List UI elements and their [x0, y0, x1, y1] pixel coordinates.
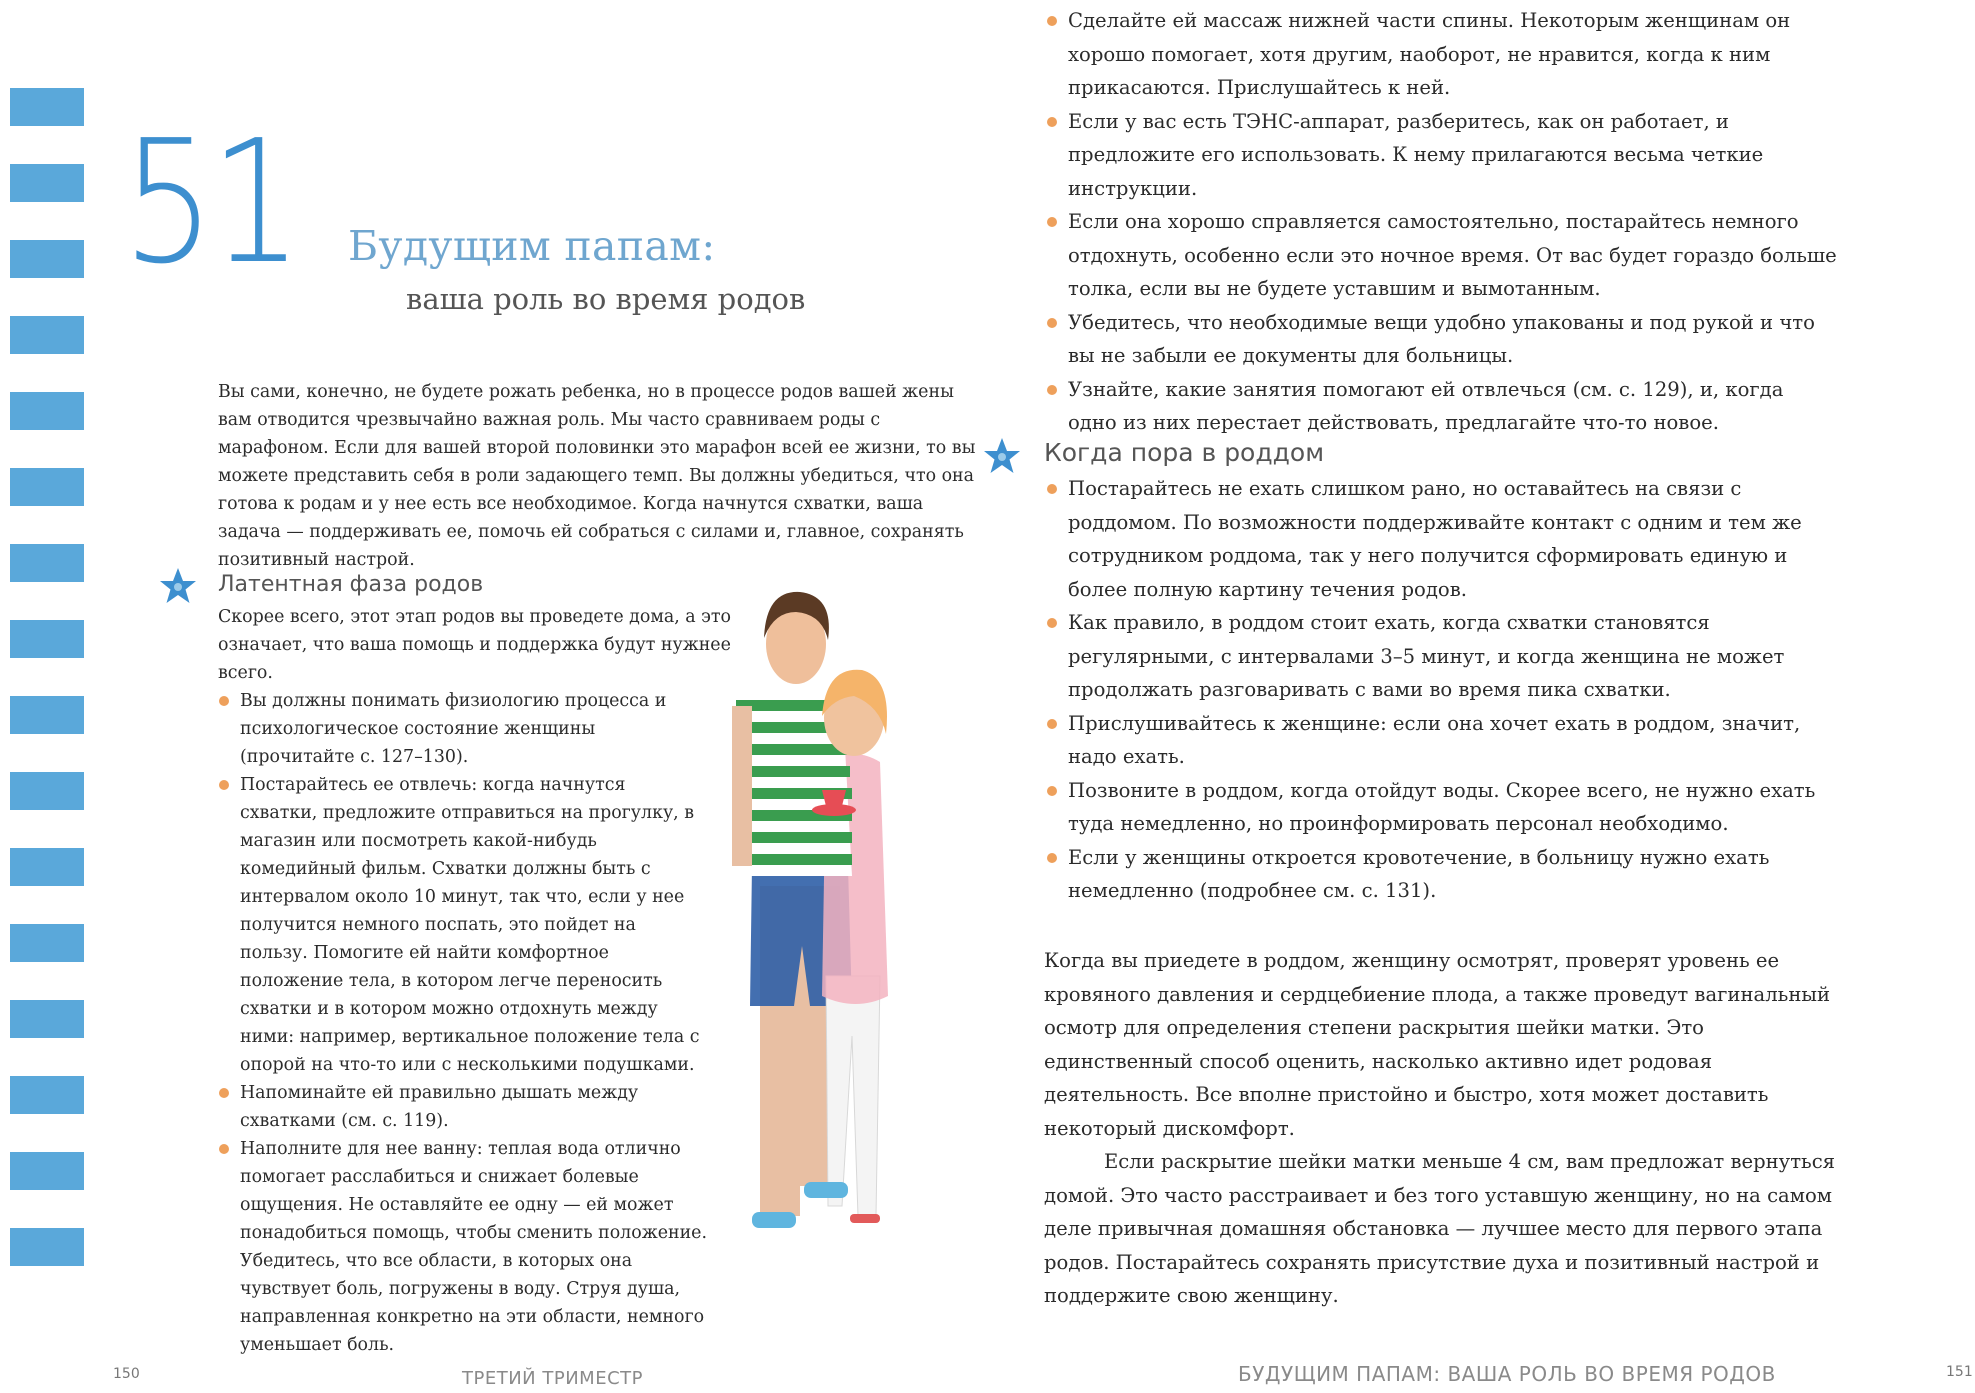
list-item: [1068, 606, 1838, 707]
list-item: [1068, 373, 1838, 440]
list-item: [1068, 205, 1838, 306]
list-item-text: Если у вас есть ТЭНС-аппарат, разберитесь, как он работает, и предложите его использовать. К нему прилагаются весьма четкие инструкции.: [1068, 109, 1764, 200]
stripe: [10, 240, 84, 278]
list-item: [1068, 774, 1838, 841]
list-item: [1068, 4, 1838, 105]
bullet-dot-icon: [219, 696, 229, 706]
list-item: [1068, 306, 1838, 373]
list-item-text: Вы должны понимать физиологию процесса и психологическое состояние женщины (прочитайте с. 127–130).: [240, 691, 667, 767]
right-running-title: БУДУЩИМ ПАПАМ: ВАША РОЛЬ ВО ВРЕМЯ РОДОВ: [1238, 1362, 1776, 1386]
bullet-dot-icon: [1047, 853, 1057, 863]
list-item-text: Как правило, в роддом стоит ехать, когда схватки становятся регулярными, с интервалами 3–5 минут, и когда женщина не может продолжать разговаривать с вами во время пика схватки.: [1068, 611, 1785, 701]
left-running-title: ТРЕТИЙ ТРИМЕСТР: [462, 1368, 644, 1389]
list-item-text: Постарайтесь не ехать слишком рано, но оставайтесь на связи с роддомом. По возможности поддерживайте контакт с одним и тем же сотрудником роддома, так у него получится сформировать единую и более полную картину течения родов.: [1068, 477, 1802, 601]
stripe: [10, 848, 84, 886]
list-item-text: Позвоните в роддом, когда отойдут воды. Скорее всего, не нужно ехать туда немедленно, но проинформировать персонал необходимо.: [1068, 778, 1816, 835]
list-item: [1068, 707, 1838, 774]
bullet-dot-icon: [1047, 318, 1057, 328]
bullet-dot-icon: [219, 780, 229, 790]
stripe: [10, 1076, 84, 1114]
bullet-dot-icon: [1047, 719, 1057, 729]
bullet-dot-icon: [219, 1144, 229, 1154]
stripe: [10, 696, 84, 734]
list-item-text: Постарайтесь ее отвлечь: когда начнутся схватки, предложите отправиться на прогулку, в магазин или посмотреть какой-нибудь комедийный фильм. Схватки должны быть с интервалом около 10 минут, так что, если у нее получится немного поспать, это пойдет на пользу. Помогите ей найти комфортное положение тела, в котором легче переносить схватки и в котором можно отдохнуть между ними: например, вертикальное положение тела с опорой на что-то или с несколькими подушками.: [240, 775, 700, 1075]
list-item-text: Убедитесь, что необходимые вещи удобно упакованы и под рукой и что вы не забыли ее документы для больницы.: [1068, 310, 1815, 367]
bullet-dot-icon: [1047, 117, 1057, 127]
stripe: [10, 88, 84, 126]
list-item: [1068, 841, 1838, 908]
star-icon: [158, 566, 198, 606]
stripe: [10, 1000, 84, 1038]
stripe: [10, 924, 84, 962]
list-item-text: Если она хорошо справляется самостоятельно, постарайтесь немного отдохнуть, особенно если это ночное время. От вас будет гораздо больше толка, если вы не будете уставшим и вымотанным.: [1068, 210, 1837, 300]
bullet-dot-icon: [1047, 385, 1057, 395]
latent-heading: Латентная фаза родов: [218, 572, 484, 597]
stripe: [10, 164, 84, 202]
closing-paragraph-2: Если раскрытие шейки матки меньше 4 см, вам предложат вернуться домой. Это часто расстраивает и без того уставшую женщину, но на самом деле привычная домашняя обстановка — лучшее место для первого этапа родов. Постарайтесь сохранять присутствие духа и позитивный настрой и поддержите свою женщину.: [1044, 1150, 1836, 1307]
list-item: [1068, 472, 1838, 606]
star-icon: [982, 436, 1022, 476]
chapter-title: Будущим папам:: [348, 222, 716, 270]
stripe: [10, 392, 84, 430]
bullet-dot-icon: [1047, 618, 1057, 628]
latent-list: [240, 687, 708, 1359]
latent-lead: Скорее всего, этот этап родов вы проведете дома, а это означает, что ваша помощь и поддержка будут нужнее всего.: [218, 607, 732, 683]
bullet-dot-icon: [1047, 786, 1057, 796]
stripe: [10, 772, 84, 810]
bullet-dot-icon: [1047, 484, 1057, 494]
stripe: [10, 544, 84, 582]
chapter-subtitle: ваша роль во время родов: [406, 282, 806, 316]
roddom-list: [1068, 472, 1838, 908]
left-page-number: 150: [113, 1366, 140, 1382]
chapter-number: 51: [122, 104, 298, 302]
list-item: [240, 687, 708, 771]
right-page-number: 151: [1946, 1364, 1973, 1380]
bullet-dot-icon: [1047, 217, 1057, 227]
list-item: [240, 1135, 708, 1359]
couple-illustration: [730, 566, 950, 1286]
list-item: [1068, 105, 1838, 206]
right-top-list: [1068, 4, 1838, 440]
list-item: [240, 771, 708, 1079]
list-item-text: Сделайте ей массаж нижней части спины. Некоторым женщинам он хорошо помогает, хотя другим, наоборот, не нравится, когда к ним прикасаются. Прислушайтесь к ней.: [1068, 9, 1791, 99]
list-item-text: Прислушивайтесь к женщине: если она хочет ехать в роддом, значит, надо ехать.: [1068, 711, 1801, 768]
stripe: [10, 1228, 84, 1266]
stripe: [10, 316, 84, 354]
edge-stripes: [10, 88, 84, 1304]
closing-paragraph-1: Когда вы приедете в роддом, женщину осмотрят, проверят уровень ее кровяного давления и сердцебиение плода, а также проведут вагинальный осмотр для определения степени раскрытия шейки матки. Это единственный способ оценить, насколько активно идет родовая деятельность. Все вполне пристойно и быстро, хотя может доставить некоторый дискомфорт.: [1044, 949, 1831, 1140]
bullet-dot-icon: [219, 1088, 229, 1098]
stripe: [10, 620, 84, 658]
list-item-text: Узнайте, какие занятия помогают ей отвлечься (см. с. 129), и, когда одно из них перестает действовать, предлагайте что-то новое.: [1068, 377, 1784, 434]
intro-paragraph: Вы сами, конечно, не будете рожать ребенка, но в процессе родов вашей жены вам отводится чрезвычайно важная роль. Мы часто сравниваем роды с марафоном. Если для вашей второй половинки это марафон всей ее жизни, то вы можете представить себя в роли задающего темп. Вы должны убедиться, что она готова к родам и у нее есть все необходимое. Когда начнутся схватки, ваша задача — поддерживать ее, помочь ей собраться с силами и, главное, сохранять позитивный настрой.: [218, 382, 976, 570]
list-item-text: Наполните для нее ванну: теплая вода отлично помогает расслабиться и снижает болевые ощущения. Не оставляйте ее одну — ей может понадобиться помощь, чтобы сменить положение. Убедитесь, что все области, в которых она чувствует боль, погружены в воду. Струя душа, направленная конкретно на эти области, немного уменьшает боль.: [240, 1139, 707, 1355]
roddom-heading: Когда пора в роддом: [1044, 438, 1325, 467]
list-item: [240, 1079, 708, 1135]
stripe: [10, 468, 84, 506]
stripe: [10, 1152, 84, 1190]
list-item-text: Если у женщины откроется кровотечение, в больницу нужно ехать немедленно (подробнее см. с. 131).: [1068, 845, 1770, 902]
list-item-text: Напоминайте ей правильно дышать между схватками (см. с. 119).: [240, 1083, 639, 1131]
bullet-dot-icon: [1047, 16, 1057, 26]
closing-text: [1044, 944, 1856, 1313]
